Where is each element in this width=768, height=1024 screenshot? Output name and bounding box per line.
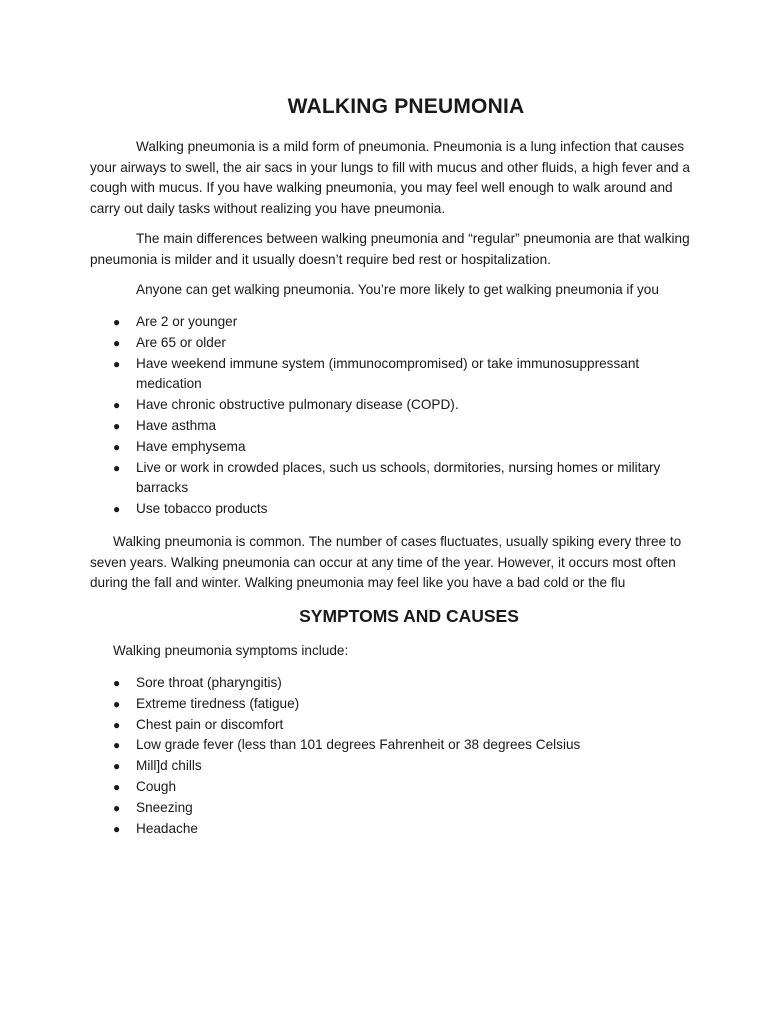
bullet-icon: ● [113,418,121,433]
list-item: ● Use tobacco products [0,499,700,520]
list-item: ● Extreme tiredness (fatigue) [0,694,700,715]
bullet-icon: ● [113,315,121,329]
prevalence-paragraph: Walking pneumonia is common. The number of cases fluctuates, usually spiking every three to seven years. Walking pneumonia can occur at any time of the year. However, it occurs most often during the fall and winter. Walking pneumonia may feel like you have a bad cold or the flu [90,534,682,590]
list-item: ● Live or work in crowded places, such us schools, dormitories, nursing homes or military barracks [113,459,661,496]
list-item: ● Are 65 or older [0,333,700,354]
intro-paragraph-1: Walking pneumonia is a mild form of pneumonia. Pneumonia is a lung infection that causes your airways to swell, the air sacs in your lungs to fill with mucus and other fluids, a high fever and a cough with mucus. If you have walking pneumonia, you may feel well enough to walk around and carry out daily tasks without realizing you have pneumonia. [90,139,690,216]
bullet-icon: ● [113,759,121,774]
bullet-icon: ● [113,779,121,794]
list-item: ● Sneezing [0,798,700,819]
section-heading-symptoms: SYMPTOMS AND CAUSES [299,606,519,626]
list-item: ● Have asthma [0,416,700,437]
intro-paragraph-2: The main differences between walking pneumonia and “regular” pneumonia are that walking pneumonia is milder and it usually doesn’t require bed rest or hospitalization. [90,231,690,267]
list-item: ● Chest pain or discomfort [0,715,700,736]
bullet-icon: ● [113,398,121,413]
list-item: ● Mill]d chills [0,756,700,777]
bullet-icon: ● [113,821,121,836]
symptoms-intro: Walking pneumonia symptoms include: [113,643,349,658]
symptom-list [0,673,700,839]
bullet-icon: ● [113,738,121,753]
list-item: ● Headache [0,819,700,840]
intro-paragraph-3: Anyone can get walking pneumonia. You’re more likely to get walking pneumonia if you [136,282,659,297]
list-item: ● Have weekend immune system (immunocompromised) or take immunosuppressant medication [113,355,640,392]
bullet-icon: ● [113,676,121,690]
bullet-icon: ● [113,800,121,815]
list-item: ● Are 2 or younger [0,312,700,333]
list-item: ● Sore throat (pharyngitis) [0,673,700,694]
bullet-icon: ● [113,502,121,517]
list-item: ● Low grade fever (less than 101 degrees Fahrenheit or 38 degrees Celsius [0,735,700,756]
bullet-icon: ● [113,460,121,475]
bullet-icon: ● [113,439,121,454]
bullet-icon: ● [113,335,121,350]
list-item: ● Cough [0,777,700,798]
bullet-icon: ● [113,717,121,732]
bullet-icon: ● [113,356,121,371]
list-item: ● Have emphysema [0,437,700,458]
list-item: ● Have chronic obstructive pulmonary disease (COPD). [0,395,700,416]
risk-factor-list [0,312,700,520]
page-title: WALKING PNEUMONIA [287,95,525,118]
bullet-icon: ● [113,696,121,711]
